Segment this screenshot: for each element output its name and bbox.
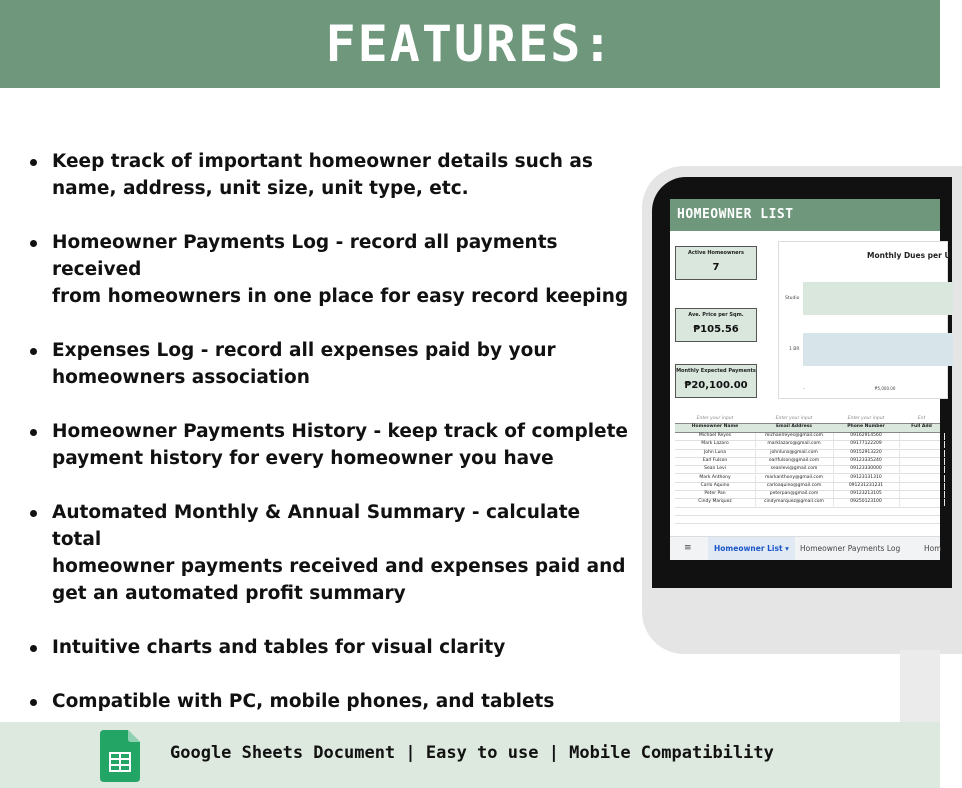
kpi-value: ₱20,100.00 [684, 380, 748, 391]
table-cell[interactable]: johnluna@gmail.com [755, 450, 834, 457]
table-cell[interactable]: seanlevi@gmail.com [755, 466, 834, 473]
feature-item: Homeowner Payments Log - record all payments received from homeowners in one place for easy record keeping [30, 229, 630, 310]
kpi-monthly-expected [675, 364, 757, 398]
table-cell[interactable] [899, 450, 945, 457]
table-cell[interactable]: Earl Fulson [675, 458, 756, 465]
column-header[interactable]: Email Address [775, 424, 812, 429]
feature-item: Keep track of important homeowner details such as name, address, unit size, unit type, etc. [30, 148, 630, 202]
column-header[interactable]: Full Add [911, 424, 932, 429]
feature-item: Expenses Log - record all expenses paid by your homeowners association [30, 337, 630, 391]
sheet-tab-bar [670, 536, 940, 560]
input-hint: Ent [917, 416, 926, 421]
table-cell[interactable] [899, 458, 945, 465]
table-cell[interactable]: John Luna [675, 450, 756, 457]
table-cell[interactable]: 09250123100 [833, 499, 900, 506]
table-cell[interactable] [899, 499, 945, 506]
table-cell[interactable] [899, 475, 945, 482]
kpi-value: ₱105.56 [693, 324, 739, 335]
chart-title: Monthly Dues per U [867, 251, 951, 260]
table-cell[interactable]: cindymarquez@gmail.com [755, 499, 834, 506]
feature-item: Compatible with PC, mobile phones, and tablets [30, 688, 630, 715]
table-cell[interactable] [899, 466, 945, 473]
feature-item: Intuitive charts and tables for visual clarity [30, 634, 630, 661]
page-title: FEATURES: [325, 15, 615, 73]
input-hint: Enter your input [696, 416, 734, 421]
input-hint: Enter your input [775, 416, 813, 421]
bullet-icon [30, 348, 37, 355]
table-cell[interactable]: 09123131310 [833, 475, 900, 482]
table-cell[interactable]: marklazaro@gmail.com [755, 441, 834, 448]
table-cell[interactable]: 09123335240 [833, 458, 900, 465]
bullet-icon [30, 510, 37, 517]
kpi-avg-price [675, 308, 757, 342]
tab-homeowner-more[interactable]: Hom [924, 544, 942, 553]
bullet-icon [30, 645, 37, 652]
tick-label: - [803, 386, 805, 391]
table-cell[interactable]: michaelreyes@gmail.com [755, 433, 834, 440]
spreadsheet-preview [670, 199, 951, 559]
table-cell[interactable]: 09123330000 [833, 466, 900, 473]
category-label: Studio [785, 296, 800, 301]
kpi-label: Active Homeowners [688, 250, 744, 256]
feature-item: Homeowner Payments History - keep track of complete payment history for every homeowner you have [30, 418, 630, 472]
tick-label: ₱5,000.00 [875, 386, 896, 391]
bullet-icon [30, 699, 37, 706]
column-header[interactable]: Homeowner Name [691, 424, 739, 429]
table-cell[interactable]: Mark Lazaro [675, 441, 756, 448]
chart-bar-studio [803, 282, 953, 315]
monitor-stand [900, 650, 940, 722]
footer-tagline: Google Sheets Document | Easy to use | Mobile Compatibility [170, 743, 774, 763]
monthly-dues-chart [778, 241, 951, 399]
bullet-icon [30, 240, 37, 247]
table-cell[interactable] [899, 483, 945, 490]
bullet-icon [30, 159, 37, 166]
sheet-title-bar [670, 199, 940, 231]
table-cell[interactable]: Sean Levi [675, 466, 756, 473]
table-cell[interactable]: Michael Reyes [675, 433, 756, 440]
kpi-value: 7 [712, 262, 720, 273]
kpi-label: Ave. Price per Sqm. [688, 312, 744, 318]
table-cell[interactable] [899, 441, 945, 448]
sheet-title: HOMEOWNER LIST [677, 207, 794, 222]
table-cell[interactable]: 09162914560 [833, 433, 900, 440]
table-cell[interactable]: earlfulson@gmail.com [755, 458, 834, 465]
google-sheets-icon [100, 730, 140, 782]
kpi-label: Monthly Expected Payments [676, 368, 756, 374]
input-hint: Enter your input [847, 416, 885, 421]
table-cell[interactable]: 09177122209 [833, 441, 900, 448]
bullet-icon [30, 429, 37, 436]
table-cell[interactable] [899, 433, 945, 440]
input-hint-row [675, 415, 940, 423]
chart-bar-1br [803, 333, 953, 366]
table-cell[interactable] [899, 491, 945, 498]
tab-homeowner-payments-log[interactable]: Homeowner Payments Log [800, 544, 901, 553]
header-banner [0, 0, 940, 88]
table-cell[interactable]: 09123213105 [833, 491, 900, 498]
tab-homeowner-list[interactable]: Homeowner List ▾ [708, 537, 795, 560]
table-cell[interactable]: Mark Anthony [675, 475, 756, 482]
feature-list [30, 148, 630, 742]
category-label: 1 BR [789, 347, 800, 352]
menu-icon[interactable]: ≡ [684, 543, 692, 553]
table-cell[interactable]: markanthony@gmail.com [755, 475, 834, 482]
table-cell[interactable]: Carlo Aquino [675, 483, 756, 490]
table-cell[interactable]: carloaquino@gmail.com [755, 483, 834, 490]
table-cell[interactable]: Cindy Marquez [675, 499, 756, 506]
table-cell[interactable]: 09152913220 [833, 450, 900, 457]
table-row-empty [675, 515, 940, 524]
table-cell[interactable]: 091231231231 [833, 483, 900, 490]
table-cell[interactable]: Peter Pan [675, 491, 756, 498]
column-header[interactable]: Phone Number [847, 424, 885, 429]
table-cell[interactable]: peterpan@gmail.com [755, 491, 834, 498]
kpi-active-homeowners [675, 246, 757, 280]
feature-item: Automated Monthly & Annual Summary - calculate total homeowner payments received and expenses paid and get an automated profit summary [30, 499, 630, 607]
